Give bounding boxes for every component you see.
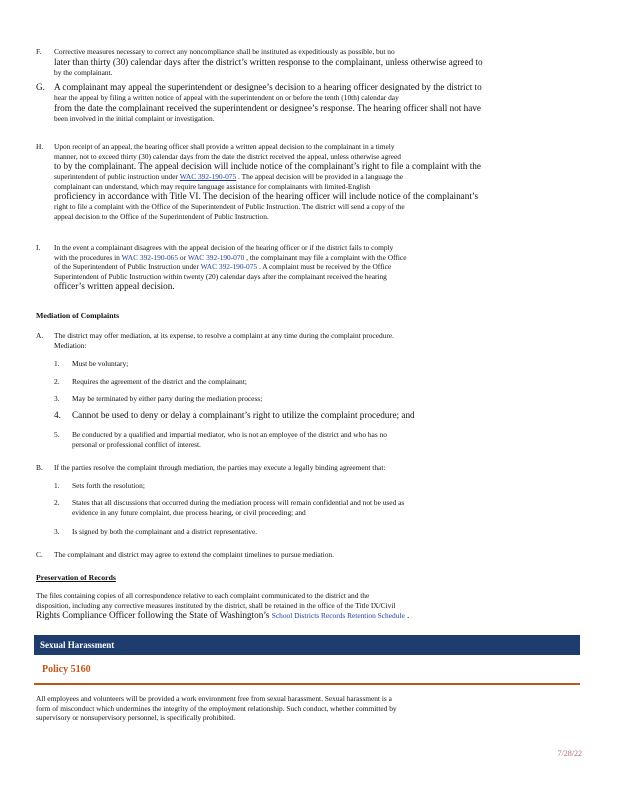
mediation-item-c bbox=[36, 550, 582, 560]
mediation-item-a bbox=[36, 331, 582, 350]
list-item bbox=[54, 359, 582, 369]
list-item bbox=[54, 527, 582, 537]
records-heading: Preservation of Records bbox=[36, 573, 116, 582]
item-g-line2: hear the appeal by filing a written notice of appeal with the superintendent on or before the tenth (10th) calendar day bbox=[54, 93, 399, 102]
item-i-line3-b: . A complaint must be received by the Office bbox=[258, 262, 392, 272]
policy-line1: All employees and volunteers will be provided a work environment free from sexual harassment. Sexual harassment is a bbox=[36, 694, 392, 703]
list-number: 5. bbox=[54, 430, 60, 439]
list-number: 1. bbox=[54, 481, 60, 490]
wac-link[interactable]: WAC 392-190-065 bbox=[121, 252, 179, 262]
list-text: States that all discussions that occurred during the mediation process will remain confidential and not be used as bbox=[72, 498, 405, 507]
wac-link[interactable]: WAC 392-190-075 bbox=[200, 262, 258, 272]
mediation-c-line1: The complainant and district may agree to extend the complaint timelines to pursue mediation. bbox=[54, 550, 334, 559]
item-h-line3: to by the complainant. The appeal decision will include notice of the complainant’s right to file a complaint with the bbox=[54, 161, 481, 172]
list-item bbox=[54, 394, 582, 404]
section-bar bbox=[34, 635, 580, 655]
mediation-a-line1: The district may offer mediation, at its expense, to resolve a complaint at any time during the complaint procedure. bbox=[54, 331, 394, 340]
policy-line3: supervisory or nonsupervisory personnel, is specifically prohibited. bbox=[36, 713, 236, 723]
item-h-line7: right to file a complaint with the Office of the Superintendent of Public Instruction. The district will send a copy of the bbox=[54, 202, 405, 212]
item-g-line1: A complainant may appeal the superintendent or designee’s decision to a hearing officer designated by the district to bbox=[54, 82, 482, 92]
item-f bbox=[36, 47, 582, 77]
item-i-line2-c: , the complainant may file a complaint with the Office bbox=[246, 252, 407, 262]
item-g-line3: from the date the complainant received the superintendent or designee’s response. The hearing officer shall not have bbox=[54, 102, 481, 113]
mediation-a-line2: Mediation: bbox=[54, 340, 87, 350]
item-h-marker: H. bbox=[36, 142, 44, 151]
list-number: 4. bbox=[54, 410, 61, 420]
item-h-line8: appeal decision to the Office of the Superintendent of Public Instruction. bbox=[54, 211, 269, 221]
item-h-line6: proficiency in accordance with Title VI. The decision of the hearing officer will include notice of the complainant’s bbox=[54, 191, 479, 202]
records-line2: disposition, including any corrective measures instituted by the district, shall be retained in the office of the Title IX/Civil bbox=[36, 600, 396, 610]
item-i-line4: Superintendent of Public Instruction within twenty (20) calendar days after the complainant received the hearing bbox=[54, 271, 387, 281]
item-i-line2-b: or bbox=[179, 252, 187, 262]
item-g bbox=[36, 82, 582, 123]
mediation-b-line1: If the parties resolve the complaint through mediation, the parties may execute a legally binding agreement that: bbox=[54, 463, 386, 472]
list-item bbox=[54, 377, 582, 387]
item-i-line2 bbox=[36, 253, 582, 263]
item-h bbox=[36, 142, 582, 222]
item-i-line3 bbox=[36, 262, 582, 272]
item-g-marker: G. bbox=[36, 82, 45, 92]
list-number: 3. bbox=[54, 394, 60, 403]
mediation-c-marker: C. bbox=[36, 550, 43, 559]
mediation-a-marker: A. bbox=[36, 331, 44, 340]
records-line1: The files containing copies of all correspondence relative to each complaint communicated to the district and the bbox=[36, 591, 370, 600]
item-g-line4: been involved in the initial complaint or investigation. bbox=[54, 113, 215, 123]
footer-date: 7/28/22 bbox=[557, 749, 582, 758]
item-h-line2: manner, not to exceed thirty (30) calendar days from the date the district received the appeal, unless otherwise agreed bbox=[54, 151, 401, 161]
divider bbox=[34, 683, 580, 685]
item-h-line1: Upon receipt of an appeal, the hearing officer shall provide a written appeal decision to the complainant in a timely bbox=[54, 142, 395, 151]
list-item bbox=[54, 481, 582, 491]
records-line3 bbox=[36, 610, 582, 621]
wac-link[interactable]: WAC 392-190-075 bbox=[179, 172, 237, 182]
list-text: Must be voluntary; bbox=[72, 359, 129, 368]
item-h-line4-a: superintendent of public instruction under bbox=[54, 172, 178, 182]
item-f-marker: F. bbox=[36, 47, 42, 56]
list-number: 3. bbox=[54, 527, 60, 536]
item-i-line3-a: of the Superintendent of Public Instruction under bbox=[54, 262, 199, 272]
item-i-line5: officer’s written appeal decision. bbox=[54, 281, 175, 292]
retention-schedule-link[interactable]: School Districts Records Retention Schedule bbox=[271, 611, 405, 621]
list-text-cont: evidence in any future complaint, due process hearing, or civil proceeding; and bbox=[72, 507, 306, 517]
item-h-line4-b: . The appeal decision will be provided in a language the bbox=[238, 172, 404, 182]
list-text: Is signed by both the complainant and a district representative. bbox=[72, 527, 258, 536]
list-number: 2. bbox=[54, 498, 60, 507]
list-number: 2. bbox=[54, 377, 60, 386]
item-i-line2-a: with the procedures in bbox=[54, 252, 120, 262]
list-text: Be conducted by a qualified and impartial mediator, who is not an employee of the district and who has no bbox=[72, 430, 387, 439]
list-text: Requires the agreement of the district and the complainant; bbox=[72, 377, 247, 386]
item-f-line1: Corrective measures necessary to correct any noncompliance shall be instituted as expeditiously as possible, but no bbox=[54, 47, 395, 56]
records-line3-a: Rights Compliance Officer following the State of Washington’s bbox=[36, 610, 270, 621]
item-i bbox=[36, 243, 582, 292]
section-title: Sexual Harassment bbox=[40, 640, 115, 650]
records-paragraph bbox=[36, 591, 582, 621]
policy-paragraph bbox=[36, 694, 582, 723]
list-text: Sets forth the resolution; bbox=[72, 481, 145, 490]
list-number: 1. bbox=[54, 359, 60, 368]
list-item bbox=[54, 430, 582, 449]
item-f-line2: later than thirty (30) calendar days after the district’s written response to the complainant, unless otherwise agreed to bbox=[54, 56, 483, 67]
list-item bbox=[54, 410, 582, 421]
list-text-cont: personal or professional conflict of interest. bbox=[72, 439, 201, 449]
item-f-line3: by the complainant. bbox=[54, 67, 113, 77]
policy-line2: form of misconduct which undermines the integrity of the employment relationship. Such conduct, whether committed by bbox=[36, 703, 397, 713]
list-item bbox=[54, 498, 582, 517]
mediation-heading: Mediation of Complaints bbox=[36, 311, 120, 320]
list-text: Cannot be used to deny or delay a complainant’s right to utilize the complaint procedure; and bbox=[72, 410, 415, 420]
item-i-line1: In the event a complainant disagrees with the appeal decision of the hearing officer or if the district fails to comply bbox=[54, 243, 394, 252]
policy-number: Policy 5160 bbox=[42, 664, 91, 675]
list-text: May be terminated by either party during the mediation process; bbox=[72, 394, 263, 403]
mediation-b-marker: B. bbox=[36, 463, 43, 472]
item-h-line4 bbox=[36, 172, 582, 182]
wac-link[interactable]: WAC 392-190-070 bbox=[187, 252, 245, 262]
item-i-marker: I. bbox=[36, 243, 41, 252]
item-h-line5: complainant can understand, which may require language assistance for complainants with limited-English bbox=[54, 181, 371, 191]
records-line3-b: . bbox=[407, 610, 410, 621]
mediation-item-b bbox=[36, 463, 582, 473]
